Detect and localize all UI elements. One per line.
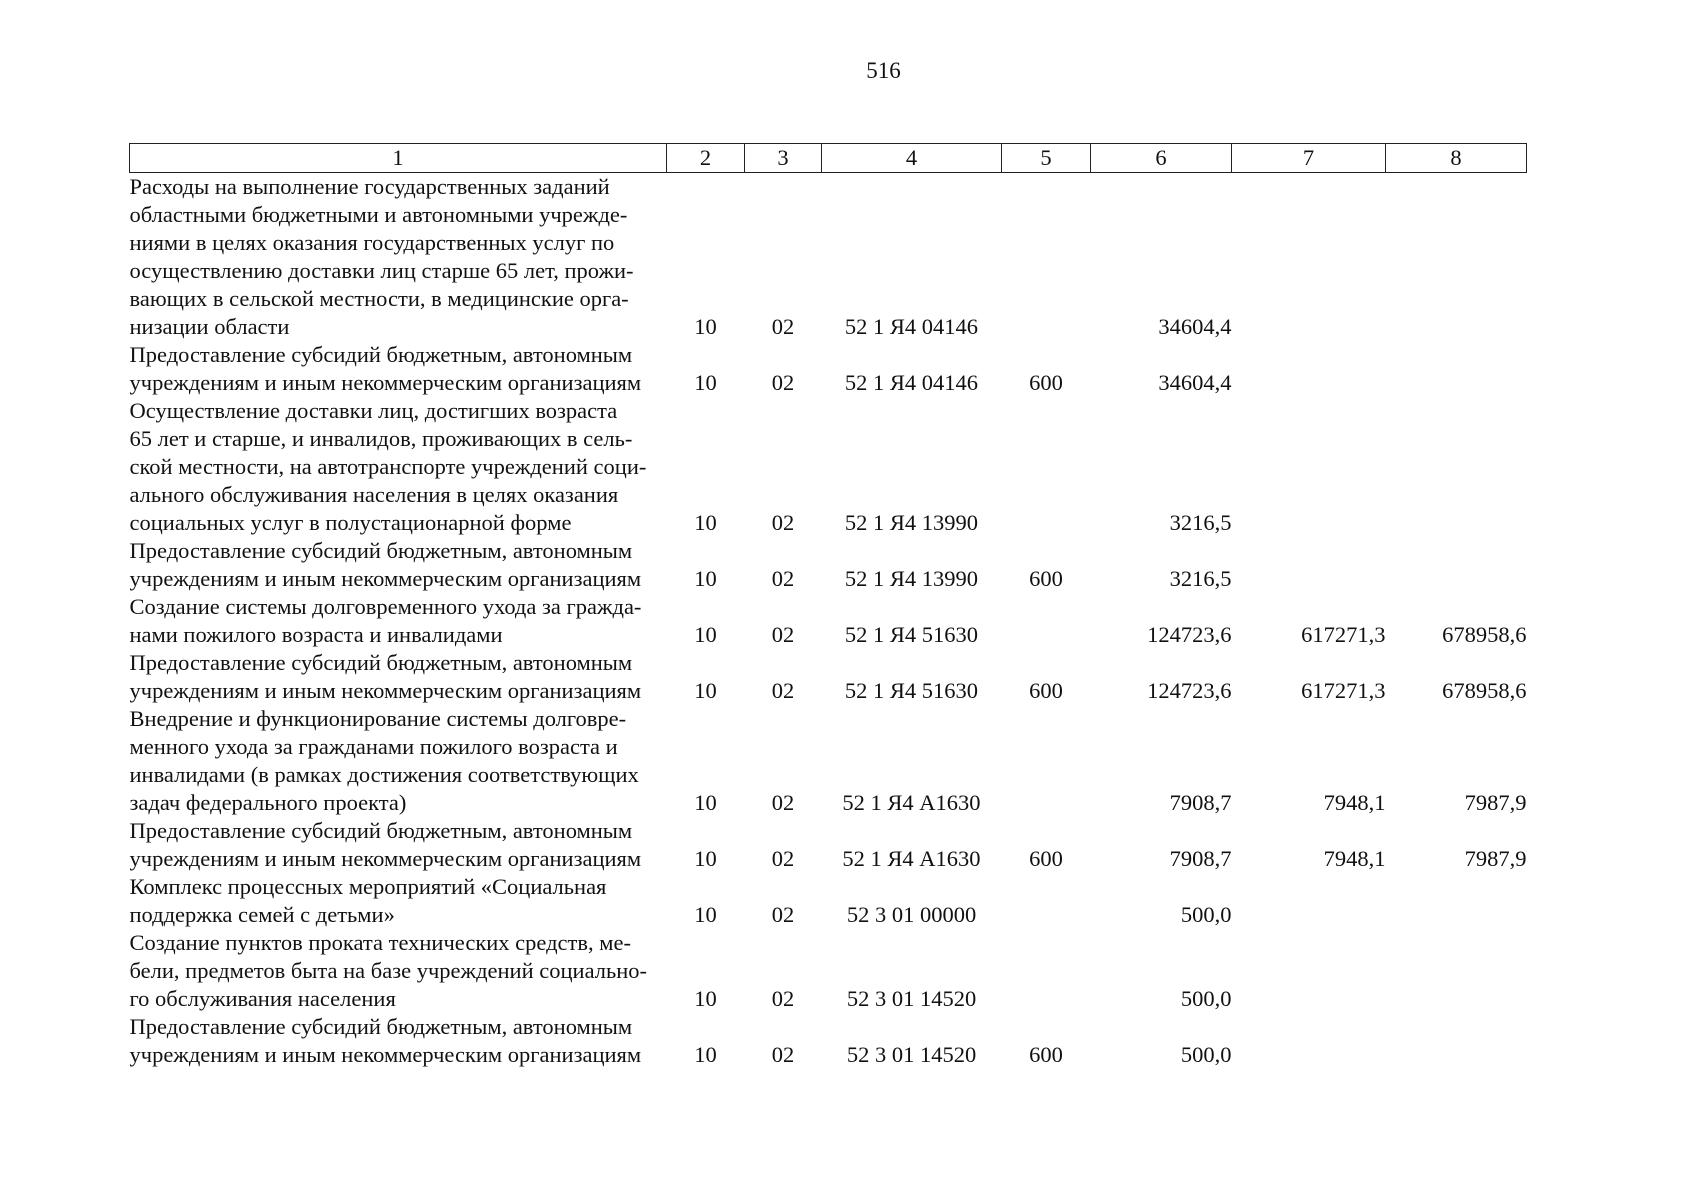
amount-year-2-cell	[1232, 1013, 1386, 1069]
amount-year-1-cell: 500,0	[1180, 1042, 1232, 1067]
description-line: Предоставление субсидий бюджетным, автономным	[129, 818, 633, 843]
expense-type-code-cell: 600	[1029, 678, 1063, 703]
table-row	[130, 173, 1527, 342]
amount-year-3-cell	[1386, 341, 1527, 397]
expense-type-code-cell	[1002, 173, 1091, 342]
description-line: поддержка семей с детьми»	[129, 902, 395, 927]
amount-year-2-cell: 617271,3	[1301, 678, 1386, 703]
description-line: задач федерального проекта)	[129, 790, 407, 815]
amount-year-2-cell	[1232, 537, 1386, 593]
description-line: учреждениям и иным некоммерческим организациям	[129, 370, 642, 395]
target-article-code-cell: 52 1 Я4 51630	[844, 622, 979, 647]
column-header: 2	[667, 144, 745, 173]
description-line: низации области	[129, 314, 290, 339]
amount-year-2-cell	[1232, 873, 1386, 929]
amount-year-1-cell: 7908,7	[1169, 790, 1232, 815]
expense-type-code-cell	[1002, 705, 1091, 817]
amount-year-2-cell	[1232, 173, 1386, 342]
target-article-code-cell: 52 1 Я4 13990	[844, 566, 979, 591]
table-row	[130, 929, 1527, 1013]
expense-type-code-cell: 600	[1029, 566, 1063, 591]
row-description	[130, 537, 667, 593]
section-code-cell: 10	[694, 370, 717, 395]
row-description	[130, 817, 667, 873]
subsection-code-cell: 02	[771, 986, 795, 1011]
description-line: Предоставление субсидий бюджетным, автономным	[129, 650, 633, 675]
target-article-code-cell: 52 1 Я4 А1630	[842, 790, 981, 815]
target-article-code-cell: 52 3 01 14520	[846, 986, 977, 1011]
amount-year-3-cell: 678958,6	[1442, 678, 1527, 703]
subsection-code-cell: 02	[771, 846, 795, 871]
description-line: вающих в сельской местности, в медицинские орга-	[129, 286, 629, 311]
description-line: го обслуживания населения	[129, 986, 396, 1011]
column-header: 4	[822, 144, 1002, 173]
section-code-cell: 10	[694, 1042, 717, 1067]
description-line: ской местности, на автотранспорте учреждений соци-	[129, 454, 647, 479]
target-article-code-cell: 52 1 Я4 04146	[844, 370, 979, 395]
budget-table	[129, 143, 1527, 1069]
description-line: Комплекс процессных мероприятий «Социальная	[129, 874, 607, 899]
description-line: учреждениям и иным некоммерческим организациям	[129, 846, 642, 871]
description-line: бели, предметов быта на базе учреждений социально-	[129, 958, 648, 983]
amount-year-1-cell: 34604,4	[1158, 370, 1232, 395]
description-line: осуществлению доставки лиц старше 65 лет, прожи-	[129, 258, 634, 283]
subsection-code-cell: 02	[771, 622, 795, 647]
column-header: 5	[1002, 144, 1091, 173]
subsection-code-cell: 02	[771, 566, 795, 591]
target-article-code-cell: 52 3 01 14520	[846, 1042, 977, 1067]
amount-year-3-cell	[1386, 397, 1527, 537]
target-article-code-cell: 52 1 Я4 А1630	[842, 846, 981, 871]
table-row	[130, 397, 1527, 537]
table-row	[130, 705, 1527, 817]
description-line: учреждениям и иным некоммерческим организациям	[129, 678, 642, 703]
description-line: Предоставление субсидий бюджетным, автономным	[129, 538, 633, 563]
amount-year-1-cell: 500,0	[1180, 986, 1232, 1011]
description-line: Предоставление субсидий бюджетным, автономным	[129, 342, 633, 367]
subsection-code-cell: 02	[771, 678, 795, 703]
table-row	[130, 1013, 1527, 1069]
description-line: инвалидами (в рамках достижения соответствующих	[129, 762, 639, 787]
target-article-code-cell: 52 1 Я4 13990	[844, 510, 979, 535]
amount-year-1-cell: 7908,7	[1169, 846, 1232, 871]
header-row	[130, 144, 1527, 173]
amount-year-1-cell: 500,0	[1180, 902, 1232, 927]
column-header: 7	[1232, 144, 1386, 173]
target-article-code-cell: 52 1 Я4 51630	[844, 678, 979, 703]
expense-type-code-cell: 600	[1029, 370, 1063, 395]
description-line: нами пожилого возраста и инвалидами	[129, 622, 503, 647]
amount-year-2-cell: 617271,3	[1301, 622, 1386, 647]
description-line: Создание пунктов проката технических средств, ме-	[129, 930, 631, 955]
description-line: Создание системы долговременного ухода за гражда-	[129, 594, 642, 619]
section-code-cell: 10	[694, 846, 717, 871]
expense-type-code-cell: 600	[1029, 1042, 1063, 1067]
amount-year-3-cell: 7987,9	[1464, 790, 1527, 815]
page-number: 516	[866, 58, 901, 83]
subsection-code-cell: 02	[771, 510, 795, 535]
amount-year-1-cell: 3216,5	[1169, 566, 1232, 591]
amount-year-2-cell	[1232, 929, 1386, 1013]
row-description	[130, 649, 667, 705]
amount-year-3-cell	[1386, 929, 1527, 1013]
amount-year-3-cell	[1386, 873, 1527, 929]
amount-year-2-cell: 7948,1	[1323, 846, 1386, 871]
section-code-cell: 10	[694, 566, 717, 591]
table-row	[130, 649, 1527, 705]
description-line: 65 лет и старше, и инвалидов, проживающих в сель-	[129, 426, 633, 451]
table-row	[130, 341, 1527, 397]
description-line: областными бюджетными и автономными учрежде-	[129, 202, 628, 227]
description-line: ниями в целях оказания государственных услуг по	[129, 230, 615, 255]
row-description	[130, 341, 667, 397]
section-code-cell: 10	[694, 622, 717, 647]
column-header: 6	[1091, 144, 1232, 173]
expense-type-code-cell	[1002, 593, 1091, 649]
amount-year-2-cell: 7948,1	[1323, 790, 1386, 815]
description-line: менного ухода за гражданами пожилого возраста и	[129, 734, 618, 759]
amount-year-1-cell: 34604,4	[1158, 314, 1232, 339]
subsection-code-cell: 02	[771, 1042, 795, 1067]
row-description	[130, 873, 667, 929]
amount-year-3-cell: 678958,6	[1442, 622, 1527, 647]
description-line: учреждениям и иным некоммерческим организациям	[129, 1042, 642, 1067]
amount-year-1-cell: 3216,5	[1169, 510, 1232, 535]
description-line: учреждениям и иным некоммерческим организациям	[129, 566, 642, 591]
column-header: 1	[130, 144, 667, 173]
row-description	[130, 173, 667, 342]
description-line: Расходы на выполнение государственных заданий	[129, 174, 610, 199]
section-code-cell: 10	[694, 790, 717, 815]
description-line: Внедрение и функционирование системы долговре-	[129, 706, 627, 731]
table-body	[130, 173, 1527, 1070]
expense-type-code-cell	[1002, 929, 1091, 1013]
row-description	[130, 929, 667, 1013]
subsection-code-cell: 02	[771, 314, 795, 339]
subsection-code-cell: 02	[771, 902, 795, 927]
table-row	[130, 593, 1527, 649]
row-description	[130, 705, 667, 817]
description-line: Осуществление доставки лиц, достигших возраста	[129, 398, 618, 423]
row-description	[130, 1013, 667, 1069]
amount-year-3-cell	[1386, 173, 1527, 342]
section-code-cell: 10	[694, 678, 717, 703]
amount-year-3-cell: 7987,9	[1464, 846, 1527, 871]
description-line: ального обслуживания населения в целях оказания	[129, 482, 619, 507]
table-row	[130, 873, 1527, 929]
description-line: социальных услуг в полустационарной форме	[129, 510, 572, 535]
amount-year-1-cell: 124723,6	[1147, 678, 1232, 703]
column-header: 3	[745, 144, 822, 173]
target-article-code-cell: 52 1 Я4 04146	[844, 314, 979, 339]
description-line: Предоставление субсидий бюджетным, автономным	[129, 1014, 633, 1039]
section-code-cell: 10	[694, 314, 717, 339]
section-code-cell: 10	[694, 986, 717, 1011]
amount-year-2-cell	[1232, 341, 1386, 397]
expense-type-code-cell	[1002, 397, 1091, 537]
amount-year-2-cell	[1232, 397, 1386, 537]
amount-year-3-cell	[1386, 537, 1527, 593]
subsection-code-cell: 02	[771, 370, 795, 395]
section-code-cell: 10	[694, 510, 717, 535]
amount-year-1-cell: 124723,6	[1147, 622, 1232, 647]
column-header: 8	[1386, 144, 1527, 173]
amount-year-3-cell	[1386, 1013, 1527, 1069]
table-row	[130, 537, 1527, 593]
expense-type-code-cell: 600	[1029, 846, 1063, 871]
table-row	[130, 817, 1527, 873]
section-code-cell: 10	[694, 902, 717, 927]
row-description	[130, 397, 667, 537]
target-article-code-cell: 52 3 01 00000	[846, 902, 977, 927]
expense-type-code-cell	[1002, 873, 1091, 929]
row-description	[130, 593, 667, 649]
subsection-code-cell: 02	[771, 790, 795, 815]
